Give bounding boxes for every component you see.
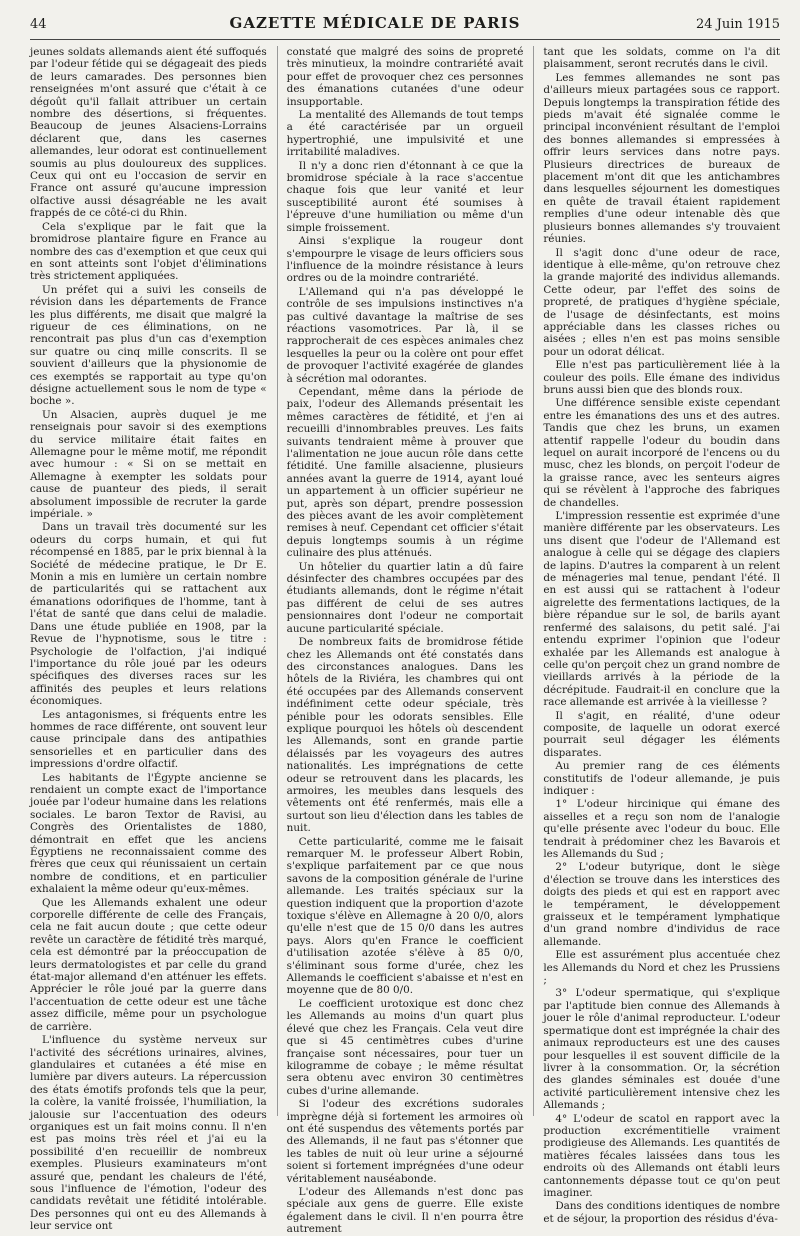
paragraph: Au premier rang de ces éléments constitutifs de l'odeur allemande, je puis indiquer :	[543, 760, 781, 797]
paragraph: Il s'agit donc d'une odeur de race, identique à elle-même, qu'on retrouve chez la grande majorité des individus allemands. Cette odeur, par l'effet des soins de propreté, de pratiques d'hygiène spéciale, de l'usage de désinfectants, est moins appréciable dans les classes riches ou aisées ; elles n'en est pas moins sensible pour un odorat délicat.	[543, 246, 781, 358]
paragraph: tant que les soldats, comme on l'a dit plaisamment, seront recrutés dans le civil.	[543, 46, 781, 71]
paragraph: Un préfet qui a suivi les conseils de révision dans les départements de France les plus différents, me disait que malgré la rigueur de ces éliminations, on ne rencontrait pas plus d'un cas d'exemption sur quatre ou cinq mille conscrits. Il se souvient d'ailleurs que la physionomie de ces exemptés se rapportait au type qu'on désigne actuellement sous le nom de type « boche ».	[30, 283, 267, 408]
paragraph: L'Allemand qui n'a pas développé le contrôle de ses impulsions instinctives n'a pas cultivé davantage la maîtrise de ses réactions vasomotrices. Par là, il se rapprocherait de ces espèces animales chez lesquelles la peur ou la colère ont pour effet de provoquer l'activité exagérée de glandes à sécrétion mal odorantes.	[286, 285, 524, 385]
paragraph: La mentalité des Allemands de tout temps a été caractérisée par un orgueil hypertrophié, une impulsivité et une irritabilité maladives.	[286, 109, 524, 159]
text-columns	[30, 46, 781, 1236]
paragraph: 4° L'odeur de scatol en rapport avec la production excrémentitielle vraiment prodigieuse des Allemands. Les quantités de matières fécales laissées dans tous les endroits où des Allemands ont établi leurs cantonnements dépasse tout ce qu'on peut imaginer.	[543, 1112, 781, 1199]
paragraph: Une différence sensible existe cependant entre les émanations des uns et des autres. Tandis que chez les bruns, un examen attentif rappelle l'odeur du boudin dans lequel on aurait incorporé de l'encens ou du musc, chez les blonds, on perçoit l'odeur de la graisse rance, avec les senteurs aigres qui se révèlent à l'approche des fabriques de chandelles.	[543, 397, 781, 509]
paragraph: De nombreux faits de bromidrose fétide chez les Allemands ont été constatés dans des circonstances analogues. Dans les hôtels de la Riviéra, les chambres qui ont été occupées par des Allemands conservent indéfiniment cette odeur spéciale, très pénible pour les odorats sensibles. Elle explique pourquoi les hôtels où descendent les Allemands, sont en grande partie délaissés par les voyageurs des autres nationalités. Les imprégnations de cette odeur se retrouvent dans les placards, les armoires, les meubles dans lesquels des vêtements ont été renfermés, mais elle a surtout son lieu d'élection dans les tables de nuit.	[286, 636, 524, 835]
paragraph: Il s'agit, en réalité, d'une odeur composite, de laquelle un odorat exercé pourrait seul dégager les éléments disparates.	[543, 709, 781, 759]
paragraph: Cela s'explique par le fait que la bromidrose plantaire figure en France au nombre des cas d'exemption et que ceux qui en sont atteints sont l'objet d'éliminations très strictement appliquées.	[30, 220, 267, 283]
journal-title: GAZETTE MÉDICALE DE PARIS	[229, 14, 521, 32]
paragraph: jeunes soldats allemands aient été suffoqués par l'odeur fétide qui se dégageait des pieds de leurs camarades. Des personnes bien renseignées m'ont assuré que c'était à ce dégoût qu'il fallait attribuer un certain nombre des désertions, si fréquentes. Beaucoup de jeunes Alsaciens-Lorrains déclarent que, dans les casernes allemandes, leur odorat est continuellement soumis au plus douloureux des supplices. Ceux qui ont eu l'occasion de servir en France ont assuré qu'aucune impression olfactive aussi désagréable ne les avait frappés de ce côté-ci du Rhin.	[30, 46, 267, 220]
issue-date: 24 Juin 1915	[695, 17, 780, 32]
paragraph: L'impression ressentie est exprimée d'une manière différente par les observateurs. Les uns disent que l'odeur de l'Allemand est analogue à celle qui se dégage des clapiers de lapins. D'autres la comparent à un relent de ménageries mal tenue, pendant l'été. Il en est aussi qui se rattachent à l'odeur aigrelette des fermentations lactiques, de la bière répandue sur le sol, de barils ayant renfermé des salaisons, du petit salé. J'ai entendu exprimer l'opinion que l'odeur exhalée par les Allemands est analogue à celle qu'on perçoit chez un grand nombre de vieillards arrivés à la période de la décrépitude. Faudrait-il en conclure que la race allemande est arrivée à la vieillesse ?	[543, 510, 781, 709]
paragraph: Elle est assurément plus accentuée chez les Allemands du Nord et chez les Prussiens ;	[543, 949, 781, 987]
paragraph: 1° L'odeur hircinique qui émane des aisselles et a reçu son nom de l'analogie qu'elle présente avec l'odeur du bouc. Elle tendrait à prédominer chez les Bavarois et les Allemands du Sud ;	[543, 798, 781, 860]
paragraph: Un Alsacien, auprès duquel je me renseignais pour savoir si des exemptions du service militaire était faites en Allemagne pour le même motif, me répondit avec humour : « Si on se mettait en Allemagne à exempter les soldats pour cause de puanteur des pieds, il serait absolument impossible de recruter la garde impériale. »	[30, 408, 267, 521]
paragraph: Le coefficient urotoxique est donc chez les Allemands au moins d'un quart plus élevé que chez les Français. Cela veut dire que si 45 centimètres cubes d'urine française sont nécessaires, pour tuer un kilogramme de cobaye ; le même résultat sera obtenu avec environ 30 centimètres cubes d'urine allemande.	[286, 997, 524, 1097]
paragraph: L'odeur des Allemands n'est donc pas spéciale aux gens de guerre. Elle existe également dans le civil. Il n'en pourra être autrement	[286, 1185, 524, 1236]
column-2	[277, 46, 524, 1236]
paragraph: constaté que malgré des soins de propreté très minutieux, la moindre contrariété avait pour effet de provoquer chez ces personnes des émanations cutanées d'une odeur insupportable.	[286, 46, 524, 108]
paragraph: Si l'odeur des excrétions sudorales imprègne déjà si fortement les armoires où ont été suspendus des vêtements portés par des Allemands, il ne faut pas s'étonner que les tables de nuit où leur urine a séjourné soient si fortement imprégnées d'une odeur véritablement nauséabonde.	[286, 1098, 524, 1185]
page-number: 44	[30, 17, 47, 32]
paragraph: 3° L'odeur spermatique, qui s'explique par l'aptitude bien connue des Allemands à jouer le rôle d'animal reproducteur. L'odeur spermatique dont est imprégnée la chair des animaux reproducteurs est une des causes pour lesquelles il est souvent difficile de la livrer à la consommation. Or, la sécrétion des glandes séminales est douée d'une activité particulièrement intensive chez les Allemands ;	[543, 987, 781, 1112]
paragraph: Dans un travail très documenté sur les odeurs du corps humain, et qui fut récompensé en 1885, par le prix biennal à la Société de médecine pratique, le Dr E. Monin a mis en lumière un certain nombre de particularités qui se rattachent aux émanations odorifiques de l'homme, tant à l'état de santé que dans celui de maladie. Dans une étude publiée en 1908, par la Revue de l'hypnotisme, sous le titre : Psychologie de l'olfaction, j'ai indiqué l'importance du rôle joué par les odeurs spécifiques des diverses races sur les affinités des peuples et leurs relations économiques.	[30, 521, 267, 708]
paragraph: Dans des conditions identiques de nombre et de séjour, la proportion des résidus d'éva-	[543, 1200, 781, 1225]
paragraph: 2° L'odeur butyrique, dont le siège d'élection se trouve dans les interstices des doigts des pieds et qui est en rapport avec le tempérament, le développement graisseux et le tempérament lymphatique d'un grand nombre d'individus de race allemande.	[543, 861, 781, 948]
paragraph: Les antagonismes, si fréquents entre les hommes de race différente, ont souvent leur cause principale dans des antipathies sensorielles et en particulier dans des impressions d'ordre olfactif.	[30, 708, 267, 771]
paragraph: Cependant, même dans la période de paix, l'odeur des Allemands présentait les mêmes caractères de fétidité, et j'en ai recueilli d'innombrables preuves. Les faits suivants tendraient même à prouver que l'alimentation ne joue aucun rôle dans cette fétidité. Une famille alsacienne, plusieurs années avant la guerre de 1914, ayant loué un appartement à un officier supérieur ne put, après son départ, prendre possession des pièces avant de les avoir complètement remises à neuf. Cependant cet officier s'était depuis longtemps soumis à un régime culinaire des plus atténués.	[286, 385, 524, 560]
paragraph: Les femmes allemandes ne sont pas d'ailleurs mieux partagées sous ce rapport. Depuis longtemps la transpiration fétide des pieds m'avait été signalée comme le principal inconvénient résultant de l'emploi des bonnes allemandes si empressées à offrir leurs services dans notre pays. Plusieurs directrices de bureaux de placement m'ont dit que les antichambres dans lesquelles séjournent les domestiques en quête de travail étaient rapidement remplies d'une odeur intenable dès que plusieurs bonnes allemandes s'y trouvaient réunies.	[543, 71, 781, 246]
paragraph: Les habitants de l'Égypte ancienne se rendaient un compte exact de l'importance jouée par l'odeur humaine dans les relations sociales. Le baron Textor de Ravisi, au Congrès des Orientalistes de 1880, démontrait en effet que les anciens Égyptiens ne reconnaissaient comme des frères que ceux qui réunissaient un certain nombre de conditions, et en particulier exhalaient la même odeur qu'eux-mêmes.	[30, 771, 267, 896]
column-3	[533, 46, 781, 1225]
paragraph: Ainsi s'explique la rougeur dont s'empourpre le visage de leurs officiers sous l'influence de la moindre résistance à leurs ordres ou de la moindre contrariété.	[286, 235, 524, 285]
paragraph: L'influence du système nerveux sur l'activité des sécrétions urinaires, alvines, glandulaires et cutanées a été mise en lumière par divers auteurs. La répercussion des états émotifs profonds tels que la peur, la colère, la vanité froissée, l'humiliation, la jalousie sur l'accentuation des odeurs organiques est un fait moins connu. Il n'en est pas moins très réel et j'ai eu la possibilité d'en recueillir de nombreux exemples. Plusieurs examinateurs m'ont assuré que, pendant les chaleurs de l'été, sous l'influence de l'émotion, l'odeur des candidats revêtait une fétidité intolérable. Des personnes qui ont eu des Allemands à leur service ont	[30, 1034, 267, 1233]
column-1	[30, 46, 267, 1233]
paragraph: Que les Allemands exhalent une odeur corporelle différente de celle des Français, cela ne fait aucun doute ; que cette odeur revête un caractère de fétidité très marqué, cela est démontré par la préoccupation de leurs dermatologistes et par celle du grand état-major allemand d'en atténuer les effets. Apprécier le rôle joué par la guerre dans l'accentuation de cette odeur est une tâche assez difficile, même pour un psychologue de carrière.	[30, 896, 267, 1033]
paragraph: Cette particularité, comme me le faisait remarquer M. le professeur Albert Robin, s'explique parfaitement par ce que nous savons de la composition générale de l'urine allemande. Les traités spéciaux sur la question indiquent que la proportion d'azote toxique s'élève en Allemagne à 20 0/0, alors qu'elle n'est que de 15 0/0 dans les autres pays. Alors qu'en France le coefficient d'utilisation azotée s'élève à 85 0/0, s'éliminant sous forme d'urée, chez les Allemands le coefficient s'abaisse et n'est en moyenne que de 80 0/0.	[286, 835, 524, 997]
paragraph: Il n'y a donc rien d'étonnant à ce que la bromidrose spéciale à la race s'accentue chaque fois que leur vanité et leur susceptibilité auront été soumises à l'épreuve d'une humiliation ou même d'un simple froissement.	[286, 159, 524, 234]
paragraph: Elle n'est pas particulièrement liée à la couleur des poils. Elle émane des individus bruns aussi bien que des blonds roux.	[543, 359, 781, 396]
page-header	[30, 14, 780, 40]
paragraph: Un hôtelier du quartier latin a dû faire désinfecter des chambres occupées par des étudiants allemands, dont le régime n'était pas différent de celui de ses autres pensionnaires dont l'odeur ne comportait aucune particularité spéciale.	[286, 560, 524, 635]
